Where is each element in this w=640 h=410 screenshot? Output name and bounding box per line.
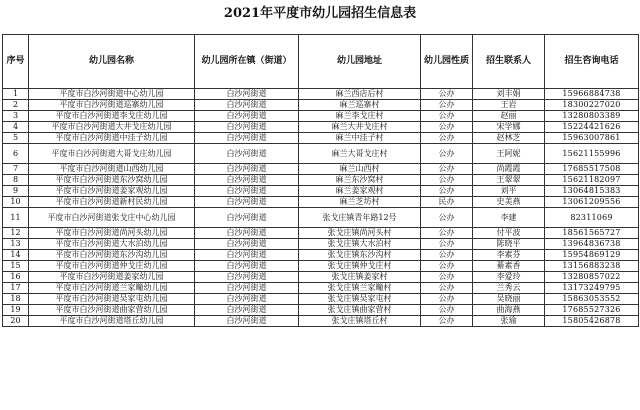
header-row bbox=[3, 35, 639, 89]
cell-type: 公办 bbox=[421, 250, 473, 261]
cell-contact: 刘丰娟 bbox=[473, 89, 545, 100]
cell-town: 白沙河街道 bbox=[195, 89, 299, 100]
cell-phone: 15863053552 bbox=[545, 294, 639, 305]
cell-index: 11 bbox=[3, 208, 29, 228]
table-row bbox=[3, 122, 639, 133]
cell-name: 平度市白沙河街道兰家疃幼儿园 bbox=[29, 283, 195, 294]
cell-type: 公办 bbox=[421, 228, 473, 239]
cell-contact: 付平波 bbox=[473, 228, 545, 239]
cell-name: 平度市白沙河街道仲戈庄幼儿园 bbox=[29, 261, 195, 272]
cell-index: 17 bbox=[3, 283, 29, 294]
cell-type: 公办 bbox=[421, 283, 473, 294]
cell-address: 张戈庄镇曲家营村 bbox=[299, 305, 421, 316]
cell-town: 白沙河街道 bbox=[195, 239, 299, 250]
cell-phone: 13061209556 bbox=[545, 197, 639, 208]
cell-type: 公办 bbox=[421, 133, 473, 144]
cell-name: 平度市白沙河街道大哥戈庄幼儿园 bbox=[29, 144, 195, 164]
cell-type: 公办 bbox=[421, 100, 473, 111]
header-contact: 招生联系人 bbox=[473, 35, 545, 89]
table-row bbox=[3, 133, 639, 144]
cell-address: 麻兰大哥戈庄村 bbox=[299, 144, 421, 164]
header-town: 幼儿园所在镇（街道） bbox=[195, 35, 299, 89]
cell-contact: 赵丽 bbox=[473, 111, 545, 122]
cell-name: 平度市白沙河街道新村民幼儿园 bbox=[29, 197, 195, 208]
table-title: 2021年平度市幼儿园招生信息表 bbox=[223, 6, 417, 21]
cell-address: 张戈庄镇塔丘村 bbox=[299, 316, 421, 327]
cell-phone: 15224421626 bbox=[545, 122, 639, 133]
table-row bbox=[3, 294, 639, 305]
cell-phone: 15621182097 bbox=[545, 175, 639, 186]
cell-type: 公办 bbox=[421, 186, 473, 197]
cell-type: 公办 bbox=[421, 294, 473, 305]
cell-name: 平度市白沙河街道塔丘幼儿园 bbox=[29, 316, 195, 327]
header-address: 幼儿园地址 bbox=[299, 35, 421, 89]
cell-contact: 史美燕 bbox=[473, 197, 545, 208]
cell-phone: 17685527326 bbox=[545, 305, 639, 316]
cell-name: 平度市白沙河街道姜家观幼儿园 bbox=[29, 186, 195, 197]
table-row bbox=[3, 316, 639, 327]
cell-town: 白沙河街道 bbox=[195, 250, 299, 261]
cell-type: 公办 bbox=[421, 208, 473, 228]
cell-address: 张戈庄镇东沙沟村 bbox=[299, 250, 421, 261]
cell-phone: 13064815383 bbox=[545, 186, 639, 197]
table-row bbox=[3, 111, 639, 122]
cell-town: 白沙河街道 bbox=[195, 316, 299, 327]
table-row bbox=[3, 272, 639, 283]
cell-name: 平度市白沙河街道李戈庄幼儿园 bbox=[29, 111, 195, 122]
cell-town: 白沙河街道 bbox=[195, 186, 299, 197]
table-row bbox=[3, 164, 639, 175]
cell-town: 白沙河街道 bbox=[195, 197, 299, 208]
cell-name: 平度市白沙河街道尚河头幼儿园 bbox=[29, 228, 195, 239]
table-row bbox=[3, 100, 639, 111]
cell-address: 麻兰中洼子村 bbox=[299, 133, 421, 144]
cell-town: 白沙河街道 bbox=[195, 164, 299, 175]
cell-address: 麻兰大井戈庄村 bbox=[299, 122, 421, 133]
cell-contact: 吴晓丽 bbox=[473, 294, 545, 305]
table-row bbox=[3, 144, 639, 164]
cell-town: 白沙河街道 bbox=[195, 133, 299, 144]
cell-town: 白沙河街道 bbox=[195, 294, 299, 305]
cell-town: 白沙河街道 bbox=[195, 208, 299, 228]
cell-index: 8 bbox=[3, 175, 29, 186]
cell-name: 平度市白沙河街道东沙沟幼儿园 bbox=[29, 250, 195, 261]
header-name: 幼儿园名称 bbox=[29, 35, 195, 89]
cell-town: 白沙河街道 bbox=[195, 144, 299, 164]
cell-index: 3 bbox=[3, 111, 29, 122]
cell-phone: 82311069 bbox=[545, 208, 639, 228]
cell-phone: 13280857022 bbox=[545, 272, 639, 283]
cell-index: 20 bbox=[3, 316, 29, 327]
cell-type: 公办 bbox=[421, 111, 473, 122]
cell-town: 白沙河街道 bbox=[195, 111, 299, 122]
table-row bbox=[3, 208, 639, 228]
cell-name: 平度市白沙河街道吴家屯幼儿园 bbox=[29, 294, 195, 305]
cell-address: 麻兰李戈庄村 bbox=[299, 111, 421, 122]
cell-phone: 13964836738 bbox=[545, 239, 639, 250]
cell-address: 张戈庄镇大水泊村 bbox=[299, 239, 421, 250]
cell-phone: 13280803389 bbox=[545, 111, 639, 122]
cell-town: 白沙河街道 bbox=[195, 175, 299, 186]
cell-contact: 王岩 bbox=[473, 100, 545, 111]
header-type: 幼儿园性质 bbox=[421, 35, 473, 89]
cell-contact: 刘平 bbox=[473, 186, 545, 197]
cell-type: 公办 bbox=[421, 144, 473, 164]
table-row bbox=[3, 89, 639, 100]
cell-address: 麻兰山西村 bbox=[299, 164, 421, 175]
header-phone: 招生咨询电话 bbox=[545, 35, 639, 89]
cell-phone: 15966884738 bbox=[545, 89, 639, 100]
cell-contact: 陈晓平 bbox=[473, 239, 545, 250]
cell-phone: 13173249795 bbox=[545, 283, 639, 294]
cell-index: 16 bbox=[3, 272, 29, 283]
cell-phone: 15621155996 bbox=[545, 144, 639, 164]
cell-phone: 18300227020 bbox=[545, 100, 639, 111]
cell-index: 9 bbox=[3, 186, 29, 197]
cell-index: 18 bbox=[3, 294, 29, 305]
cell-address: 麻兰巡寨村 bbox=[299, 100, 421, 111]
table-row bbox=[3, 186, 639, 197]
header-index: 序号 bbox=[3, 35, 29, 89]
cell-index: 15 bbox=[3, 261, 29, 272]
cell-type: 公办 bbox=[421, 164, 473, 175]
cell-contact: 张瑜 bbox=[473, 316, 545, 327]
cell-name: 平度市白沙河街道中洼子幼儿园 bbox=[29, 133, 195, 144]
cell-type: 公办 bbox=[421, 89, 473, 100]
cell-index: 13 bbox=[3, 239, 29, 250]
cell-name: 平度市白沙河街道中心幼儿园 bbox=[29, 89, 195, 100]
cell-index: 6 bbox=[3, 144, 29, 164]
cell-contact: 尚霞霞 bbox=[473, 164, 545, 175]
table-row bbox=[3, 283, 639, 294]
cell-phone: 15954869129 bbox=[545, 250, 639, 261]
cell-name: 平度市白沙河街道巡寨幼儿园 bbox=[29, 100, 195, 111]
cell-index: 4 bbox=[3, 122, 29, 133]
cell-phone: 17685517508 bbox=[545, 164, 639, 175]
cell-contact: 赵林芝 bbox=[473, 133, 545, 144]
cell-address: 张戈庄镇仲戈庄村 bbox=[299, 261, 421, 272]
enrollment-table bbox=[2, 34, 639, 327]
cell-address: 张戈庄镇吴家屯村 bbox=[299, 294, 421, 305]
table-row bbox=[3, 261, 639, 272]
table-row bbox=[3, 250, 639, 261]
cell-index: 5 bbox=[3, 133, 29, 144]
table-row bbox=[3, 305, 639, 316]
cell-type: 公办 bbox=[421, 272, 473, 283]
cell-type: 公办 bbox=[421, 261, 473, 272]
cell-type: 民办 bbox=[421, 197, 473, 208]
cell-phone: 15963007861 bbox=[545, 133, 639, 144]
cell-address: 麻兰姜家观村 bbox=[299, 186, 421, 197]
cell-town: 白沙河街道 bbox=[195, 100, 299, 111]
cell-contact: 宋学娜 bbox=[473, 122, 545, 133]
cell-contact: 曲海燕 bbox=[473, 305, 545, 316]
cell-contact: 李素芬 bbox=[473, 250, 545, 261]
cell-index: 14 bbox=[3, 250, 29, 261]
cell-address: 麻兰西店后村 bbox=[299, 89, 421, 100]
cell-address: 张戈庄镇尚河头村 bbox=[299, 228, 421, 239]
cell-type: 公办 bbox=[421, 305, 473, 316]
cell-phone: 18561565727 bbox=[545, 228, 639, 239]
table-row bbox=[3, 197, 639, 208]
cell-type: 公办 bbox=[421, 122, 473, 133]
cell-contact: 李建 bbox=[473, 208, 545, 228]
cell-address: 麻兰芝坊村 bbox=[299, 197, 421, 208]
cell-index: 10 bbox=[3, 197, 29, 208]
cell-phone: 15805426878 bbox=[545, 316, 639, 327]
table-row bbox=[3, 175, 639, 186]
cell-name: 平度市白沙河街道张戈庄中心幼儿园 bbox=[29, 208, 195, 228]
table-row bbox=[3, 228, 639, 239]
cell-type: 公办 bbox=[421, 316, 473, 327]
cell-town: 白沙河街道 bbox=[195, 122, 299, 133]
cell-name: 平度市白沙河街道山西幼儿园 bbox=[29, 164, 195, 175]
cell-town: 白沙河街道 bbox=[195, 228, 299, 239]
cell-type: 公办 bbox=[421, 239, 473, 250]
cell-address: 张戈庄镇姜家村 bbox=[299, 272, 421, 283]
cell-contact: 綦素香 bbox=[473, 261, 545, 272]
cell-index: 19 bbox=[3, 305, 29, 316]
cell-contact: 王翠翠 bbox=[473, 175, 545, 186]
cell-name: 平度市白沙河街道曲家营幼儿园 bbox=[29, 305, 195, 316]
cell-phone: 13156883238 bbox=[545, 261, 639, 272]
cell-address: 麻兰东沙窝村 bbox=[299, 175, 421, 186]
cell-name: 平度市白沙河街道姜家幼儿园 bbox=[29, 272, 195, 283]
cell-contact: 李爱玲 bbox=[473, 272, 545, 283]
cell-contact: 兰秀云 bbox=[473, 283, 545, 294]
cell-type: 公办 bbox=[421, 175, 473, 186]
table-row bbox=[3, 239, 639, 250]
cell-address: 张戈庄镇青年路12号 bbox=[299, 208, 421, 228]
cell-name: 平度市白沙河街道东沙窝幼儿园 bbox=[29, 175, 195, 186]
cell-name: 平度市白沙河街道大水泊幼儿园 bbox=[29, 239, 195, 250]
cell-town: 白沙河街道 bbox=[195, 283, 299, 294]
cell-index: 12 bbox=[3, 228, 29, 239]
cell-index: 2 bbox=[3, 100, 29, 111]
cell-town: 白沙河街道 bbox=[195, 272, 299, 283]
cell-contact: 王阿妮 bbox=[473, 144, 545, 164]
cell-name: 平度市白沙河街道大井戈庄幼儿园 bbox=[29, 122, 195, 133]
cell-town: 白沙河街道 bbox=[195, 261, 299, 272]
cell-index: 7 bbox=[3, 164, 29, 175]
cell-index: 1 bbox=[3, 89, 29, 100]
cell-address: 张戈庄镇兰家疃村 bbox=[299, 283, 421, 294]
cell-town: 白沙河街道 bbox=[195, 305, 299, 316]
